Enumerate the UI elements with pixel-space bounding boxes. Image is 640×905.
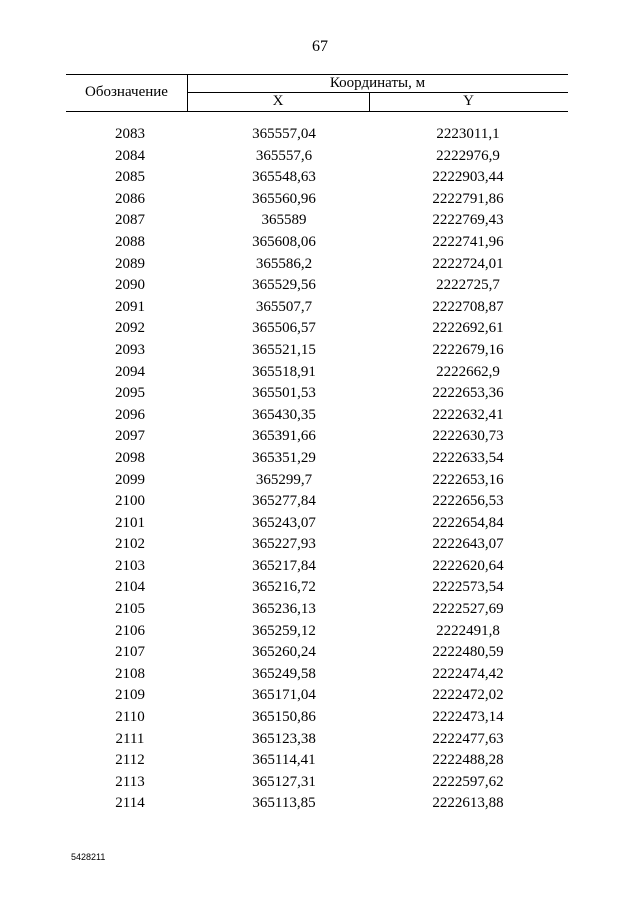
cell-y: 2222632,41: [432, 406, 504, 423]
cell-designation: 2093: [115, 341, 145, 358]
cell-x: 365351,29: [252, 449, 316, 466]
cell-y: 2222653,16: [432, 471, 504, 488]
cell-designation: 2086: [115, 190, 145, 207]
cell-y: 2222488,28: [432, 752, 504, 769]
cell-designation: 2112: [115, 752, 145, 769]
cell-x: 365589: [261, 212, 307, 229]
table-body: [0, 124, 640, 815]
cell-designation: 2103: [115, 557, 145, 574]
cell-y: 2222791,86: [432, 190, 504, 207]
table-row: [0, 772, 640, 794]
cell-y: 2222613,88: [432, 795, 504, 812]
table-row: [0, 362, 640, 384]
cell-x: 365507,7: [255, 298, 313, 315]
cell-x: 365501,53: [252, 385, 316, 402]
table-row: [0, 340, 640, 362]
cell-x: 365277,84: [252, 493, 316, 510]
table-row: [0, 297, 640, 319]
table-row: [0, 210, 640, 232]
cell-y: 2222725,7: [436, 277, 500, 294]
cell-y: 2222477,63: [432, 730, 504, 747]
cell-x: 365586,2: [255, 255, 313, 272]
cell-y: 2222976,9: [436, 147, 500, 164]
cell-y: 2222643,07: [432, 536, 504, 553]
cell-x: 365260,24: [252, 644, 316, 661]
table-row: [0, 685, 640, 707]
table-row: [0, 534, 640, 556]
cell-x: 365518,91: [252, 363, 316, 380]
cell-designation: 2106: [115, 622, 145, 639]
header-designation: Обозначение: [85, 84, 168, 100]
table-row: [0, 232, 640, 254]
cell-y: 2222654,84: [432, 514, 504, 531]
table-row: [0, 383, 640, 405]
table-row: [0, 275, 640, 297]
cell-designation: 2087: [115, 212, 145, 229]
cell-y: 2222491,8: [436, 622, 500, 639]
cell-designation: 2084: [115, 147, 145, 164]
table-row: [0, 254, 640, 276]
table-row: [0, 318, 640, 340]
cell-designation: 2100: [115, 493, 145, 510]
cell-x: 365557,04: [252, 126, 316, 142]
cell-y: 2222472,02: [432, 687, 504, 704]
cell-y: 2222474,42: [432, 665, 504, 682]
footer-code: 5428211: [71, 852, 106, 862]
cell-x: 365171,04: [252, 687, 316, 704]
cell-x: 365227,93: [252, 536, 316, 553]
cell-x: 365217,84: [252, 557, 316, 574]
cell-x: 365243,07: [252, 514, 316, 531]
cell-x: 365249,58: [252, 665, 316, 682]
cell-designation: 2101: [115, 514, 145, 531]
cell-designation: 2083: [115, 126, 145, 142]
cell-y: 2222662,9: [436, 363, 500, 380]
cell-designation: 2114: [115, 795, 145, 812]
cell-y: 2222741,96: [432, 233, 504, 250]
cell-designation: 2090: [115, 277, 145, 294]
cell-x: 365150,86: [252, 709, 316, 726]
header-bottom-rule: [66, 111, 568, 112]
table-row: [0, 621, 640, 643]
cell-designation: 2096: [115, 406, 145, 423]
cell-x: 365529,56: [252, 277, 316, 294]
cell-x: 365560,96: [252, 190, 316, 207]
cell-x: 365299,7: [255, 471, 313, 488]
cell-designation: 2092: [115, 320, 145, 337]
table-row: [0, 642, 640, 664]
cell-y: 2222653,36: [432, 385, 504, 402]
cell-x: 365521,15: [252, 341, 316, 358]
cell-y: 2222656,53: [432, 493, 504, 510]
cell-designation: 2085: [115, 169, 145, 186]
table-row: [0, 405, 640, 427]
cell-y: 2222597,62: [432, 773, 504, 790]
cell-x: 365548,63: [252, 169, 316, 186]
cell-y: 2222633,54: [432, 449, 504, 466]
table-row: [0, 146, 640, 168]
cell-x: 365216,72: [252, 579, 316, 596]
cell-x: 365430,35: [252, 406, 316, 423]
cell-designation: 2105: [115, 601, 145, 618]
cell-y: 2222527,69: [432, 601, 504, 618]
cell-y: 2222769,43: [432, 212, 504, 229]
cell-y: 2222724,01: [432, 255, 504, 272]
cell-designation: 2104: [115, 579, 145, 596]
table-row: [0, 513, 640, 535]
cell-x: 365236,13: [252, 601, 316, 618]
table-row: [0, 167, 640, 189]
table-row: [0, 750, 640, 772]
table-row: [0, 470, 640, 492]
cell-y: 2222480,59: [432, 644, 504, 661]
cell-designation: 2095: [115, 385, 145, 402]
cell-x: 365113,85: [252, 795, 316, 812]
cell-designation: 2107: [115, 644, 145, 661]
cell-y: 2222473,14: [432, 709, 504, 726]
header-y: Y: [463, 93, 474, 109]
cell-designation: 2108: [115, 665, 145, 682]
cell-x: 365114,41: [252, 752, 316, 769]
table-row: [0, 448, 640, 470]
table-row: [0, 599, 640, 621]
table-row: [0, 556, 640, 578]
cell-y: 2222573,54: [432, 579, 504, 596]
page-number: 67: [312, 38, 328, 55]
cell-designation: 2091: [115, 298, 145, 315]
table-row: [0, 491, 640, 513]
cell-designation: 2109: [115, 687, 145, 704]
cell-y: 2222903,44: [432, 169, 504, 186]
header-x: X: [272, 93, 284, 109]
cell-y: 2222630,73: [432, 428, 504, 445]
cell-x: 365391,66: [252, 428, 316, 445]
table-row: [0, 426, 640, 448]
cell-designation: 2102: [115, 536, 145, 553]
table-row: [0, 729, 640, 751]
table-row: [0, 577, 640, 599]
table-header: [66, 74, 568, 112]
cell-designation: 2088: [115, 233, 145, 250]
cell-designation: 2110: [115, 709, 145, 726]
cell-y: 2223011,1: [436, 126, 500, 142]
table-row: [0, 664, 640, 686]
cell-designation: 2097: [115, 428, 145, 445]
cell-x: 365123,38: [252, 730, 316, 747]
cell-designation: 2111: [115, 730, 145, 747]
cell-x: 365259,12: [252, 622, 316, 639]
cell-y: 2222708,87: [432, 298, 504, 315]
cell-x: 365506,57: [252, 320, 316, 337]
cell-designation: 2099: [115, 471, 145, 488]
table-row: [0, 189, 640, 211]
cell-x: 365608,06: [252, 233, 316, 250]
cell-x: 365557,6: [255, 147, 313, 164]
cell-y: 2222620,64: [432, 557, 504, 574]
header-coordinates: Координаты, м: [329, 75, 426, 91]
table-row: [0, 124, 640, 146]
cell-designation: 2098: [115, 449, 145, 466]
cell-y: 2222692,61: [432, 320, 504, 337]
table-row: [0, 707, 640, 729]
cell-designation: 2089: [115, 255, 145, 272]
table-row: [0, 793, 640, 815]
cell-x: 365127,31: [252, 773, 316, 790]
cell-designation: 2113: [115, 773, 145, 790]
cell-designation: 2094: [115, 363, 145, 380]
cell-y: 2222679,16: [432, 341, 504, 358]
